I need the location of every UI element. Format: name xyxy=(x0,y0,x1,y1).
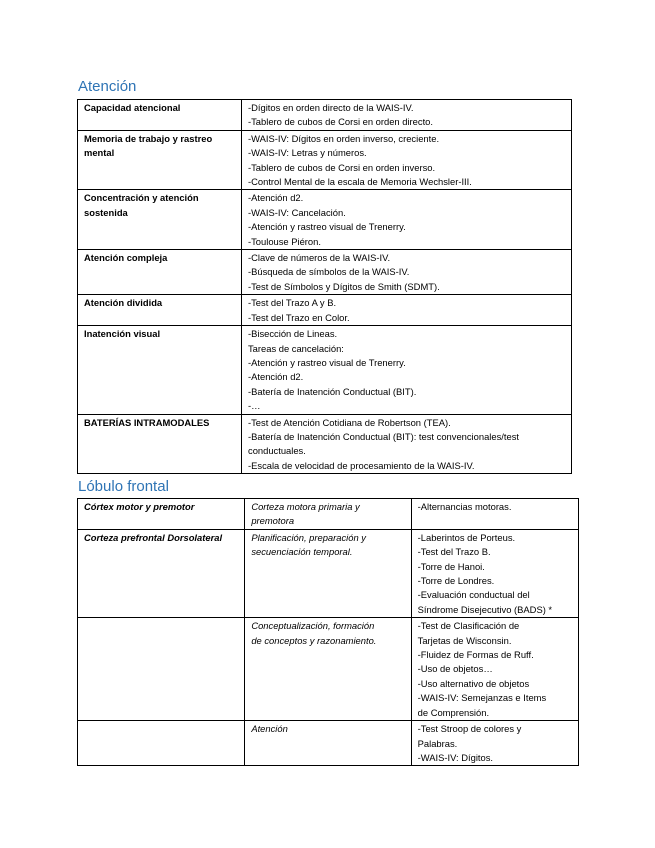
category-cell xyxy=(78,190,242,250)
cell-line: Planificación, preparación y xyxy=(251,531,366,543)
tests-cell xyxy=(242,295,572,326)
function-cell xyxy=(245,618,411,721)
cell-line: -Test de Atención Cotidiana de Robertson (TEA). xyxy=(248,416,451,428)
cell-line: -Toulouse Piéron. xyxy=(248,235,321,247)
cell-line: Atención dividida xyxy=(84,297,163,309)
cell-line: sostenida xyxy=(84,206,128,218)
cell-line: -WAIS-IV: Cancelación. xyxy=(248,206,346,218)
cell-line: -… xyxy=(248,400,261,412)
cell-line: -Test del Trazo A y B. xyxy=(248,297,337,309)
region-cell xyxy=(78,618,245,721)
function-cell xyxy=(245,721,411,766)
cell-line: Concentración y atención xyxy=(84,192,199,204)
table-row xyxy=(78,414,572,474)
cell-line: -Tablero de cubos de Corsi en orden directo. xyxy=(248,116,433,128)
cell-line: -Test del Trazo B. xyxy=(417,546,491,558)
table-row xyxy=(78,326,572,414)
tests-cell xyxy=(411,618,578,721)
table-row xyxy=(78,190,572,250)
cell-line: -Clave de números de la WAIS-IV. xyxy=(248,252,391,264)
tests-cell xyxy=(411,721,578,766)
table-row xyxy=(78,295,572,326)
cell-line: -WAIS-IV: Semejanzas e Items xyxy=(417,692,547,704)
table-row xyxy=(78,529,579,617)
table-row xyxy=(78,100,572,131)
cell-line: -Batería de Inatención Conductual (BIT). xyxy=(248,385,417,397)
cell-line: Corteza prefrontal Dorsolateral xyxy=(84,531,223,543)
function-cell xyxy=(245,529,411,617)
cell-line: mental xyxy=(84,147,115,159)
tests-cell xyxy=(242,414,572,474)
category-cell xyxy=(78,250,242,295)
cell-line: -Escala de velocidad de procesamiento de la WAIS-IV. xyxy=(248,459,475,471)
tests-cell xyxy=(242,250,572,295)
cell-line: premotora xyxy=(251,515,295,527)
cell-line: Tarjetas de Wisconsin. xyxy=(417,634,512,646)
cell-line: -WAIS-IV: Dígitos en orden inverso, creciente. xyxy=(248,132,440,144)
cell-line: -WAIS-IV: Dígitos. xyxy=(417,751,494,763)
tests-cell xyxy=(242,100,572,131)
cell-line: -Test del Trazo en Color. xyxy=(248,311,350,323)
region-cell xyxy=(78,721,245,766)
cell-line: -Torre de Londres. xyxy=(417,575,495,587)
cell-line: -Atención y rastreo visual de Trenerry. xyxy=(248,221,406,233)
region-cell xyxy=(78,499,245,530)
category-cell xyxy=(78,326,242,414)
cell-line: -Torre de Hanoi. xyxy=(417,560,485,572)
section-heading-atencion: Atención xyxy=(78,78,137,95)
function-cell xyxy=(245,499,411,530)
cell-line: -Uso de objetos… xyxy=(417,663,493,675)
tests-cell xyxy=(242,190,572,250)
cell-line: secuenciación temporal. xyxy=(251,546,353,558)
cell-line: BATERÍAS INTRAMODALES xyxy=(84,416,210,428)
tests-cell xyxy=(242,326,572,414)
cell-line: Palabras. xyxy=(417,737,458,749)
cell-line: Córtex motor y premotor xyxy=(84,501,195,512)
section-heading-lobulo-frontal: Lóbulo frontal xyxy=(78,478,169,495)
cell-line: -Uso alternativo de objetos xyxy=(417,677,530,689)
cell-line: -Evaluación conductual del xyxy=(417,589,530,601)
cell-line: -WAIS-IV: Letras y números. xyxy=(248,147,367,159)
cell-line: -Batería de Inatención Conductual (BIT): test convencionales/test xyxy=(248,430,519,442)
category-cell xyxy=(78,100,242,131)
cell-line: Conceptualización, formación xyxy=(251,620,375,632)
cell-line: Corteza motora primaria y xyxy=(251,501,360,512)
cell-line: -Test Stroop de colores y xyxy=(417,723,522,735)
cell-line: -Control Mental de la escala de Memoria Wechsler-III. xyxy=(248,176,472,188)
cell-line: -Fluidez de Formas de Ruff. xyxy=(417,649,534,661)
tests-cell xyxy=(411,499,578,530)
atencion-table xyxy=(77,99,572,474)
cell-line: -Tablero de cubos de Corsi en orden inverso. xyxy=(248,161,436,173)
cell-line: Inatención visual xyxy=(84,328,161,340)
table-row xyxy=(78,499,579,530)
table-row xyxy=(78,618,579,721)
cell-line: de Comprensión. xyxy=(417,706,490,718)
cell-line: -Atención d2. xyxy=(248,192,304,204)
category-cell xyxy=(78,414,242,474)
tests-cell xyxy=(411,529,578,617)
cell-line: Tareas de cancelación: xyxy=(248,342,344,354)
cell-line: -Dígitos en orden directo de la WAIS-IV. xyxy=(248,102,414,113)
cell-line: -Búsqueda de símbolos de la WAIS-IV. xyxy=(248,266,410,278)
cell-line: conductuales. xyxy=(248,445,306,457)
category-cell xyxy=(78,130,242,190)
tests-cell xyxy=(242,130,572,190)
cell-line: Capacidad atencional xyxy=(84,102,181,113)
table-row xyxy=(78,721,579,766)
cell-line: Atención xyxy=(251,723,288,735)
lobulo-frontal-table xyxy=(77,498,579,766)
cell-line: Memoria de trabajo y rastreo xyxy=(84,132,213,144)
cell-line: -Test de Símbolos y Dígitos de Smith (SDMT). xyxy=(248,280,440,292)
cell-line: -Laberintos de Porteus. xyxy=(417,531,516,543)
region-cell xyxy=(78,529,245,617)
cell-line: -Alternancias motoras. xyxy=(417,501,512,512)
cell-line: -Atención y rastreo visual de Trenerry. xyxy=(248,356,406,368)
cell-line: Síndrome Disejecutivo (BADS) * xyxy=(417,603,553,615)
cell-line: de conceptos y razonamiento. xyxy=(251,634,377,646)
cell-line: Atención compleja xyxy=(84,252,168,264)
category-cell xyxy=(78,295,242,326)
cell-line: -Test de Clasificación de xyxy=(417,620,520,632)
cell-line: -Atención d2. xyxy=(248,371,304,383)
table-row xyxy=(78,130,572,190)
cell-line: -Bisección de Lineas. xyxy=(248,328,338,340)
table-row xyxy=(78,250,572,295)
